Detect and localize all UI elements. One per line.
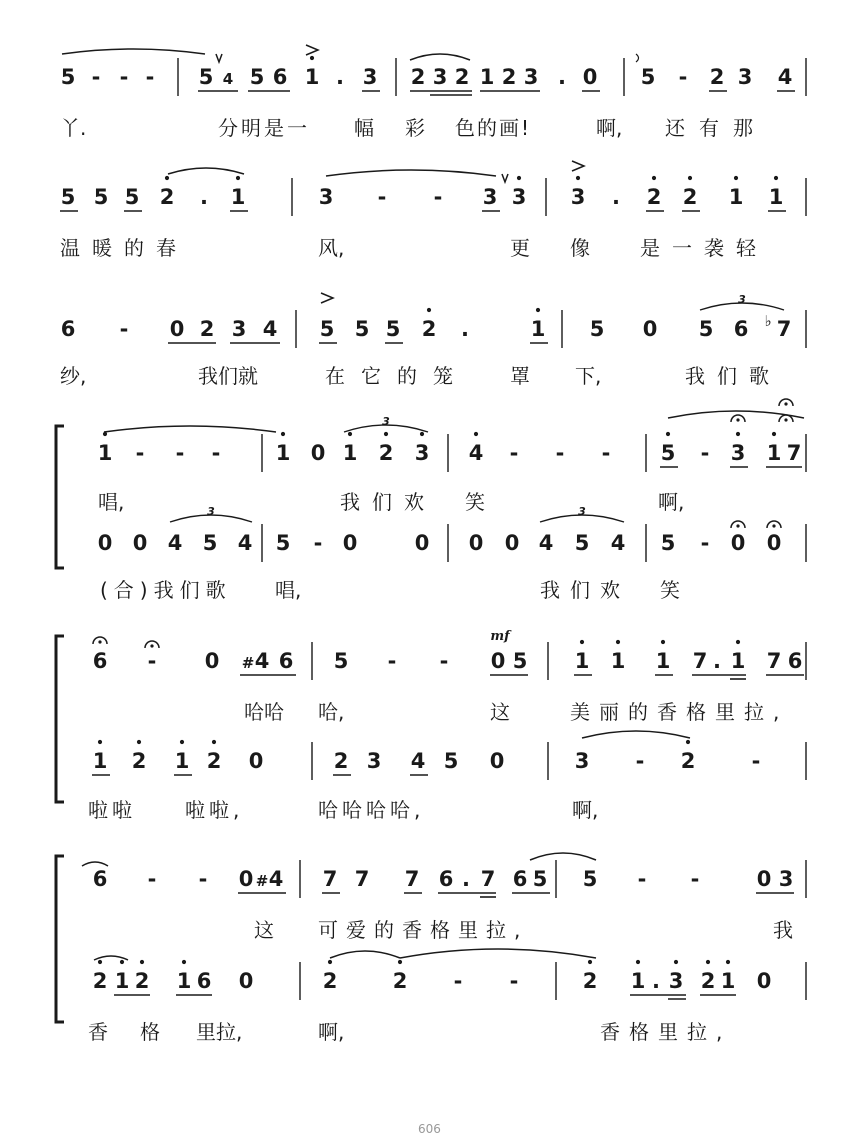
note-314: 0 [756,969,772,993]
note-132: - [555,441,565,465]
note-96: 2 [421,317,437,341]
note-260: 6 [438,867,454,891]
note-22: 2 [454,65,470,89]
note-77: 1 [768,185,784,209]
octave-dot-70 [652,176,656,180]
tuplet-number: 3 [207,505,215,518]
lyric-s3-5: 下, [575,364,602,388]
note-135: 5 [660,441,676,465]
octave-dot-278 [98,960,102,964]
lyric-s4-l3: 我们欢 [540,578,630,602]
note-123: 2 [378,441,394,465]
octave-dot-14 [310,56,314,60]
note-0: 5 [60,65,76,89]
lyric-s2-5: 是一袭轻 [640,236,768,260]
note-28: 3 [523,65,539,89]
octave-dot-62 [517,176,521,180]
note-272: - [690,867,700,891]
accent-92 [321,293,333,303]
note-68: . [612,185,620,209]
octave-dot-202 [580,640,584,644]
note-45: 5 [124,185,140,209]
note-178: 0 [766,531,782,555]
flat-accidental: ♭ [764,312,772,330]
note-146: 7 [786,441,802,465]
note-42: 5 [60,185,76,209]
lyric-s6-l4: 啊, [318,1020,345,1044]
lyric-s2-2: 风, [318,236,345,260]
note-7: 4 [222,70,234,88]
slur-248 [82,862,108,866]
note-198: 5 [512,649,528,673]
note-162: - [313,531,323,555]
note-186: - [147,649,157,673]
lyric-s1-4: 彩 [405,116,425,140]
note-233: 3 [366,749,382,773]
note-255: 7 [322,867,338,891]
tuplet-number: 3 [738,293,746,306]
octave-dot-223 [137,740,141,744]
octave-dot-280 [120,960,124,964]
octave-dot-306 [674,960,678,964]
note-201: 1 [574,649,590,673]
system-bracket-182 [56,636,64,802]
note-3: - [145,65,155,89]
note-69: 2 [646,185,662,209]
lyric-s3-4: 罩 [510,364,530,388]
note-311: 1 [720,969,736,993]
note-105: 5 [698,317,714,341]
octave-dot-212 [736,640,740,644]
lyric-s2-1: 温暖的春 [60,236,188,260]
octave-dot-301 [588,960,592,964]
note-31: 0 [582,65,598,89]
lyric-s1-6: 啊, [596,116,623,140]
note-262: 7 [480,867,496,891]
note-210: . [713,649,721,673]
note-90: 5 [319,317,335,341]
note-107: 7 [776,317,792,341]
fermata-dot-180 [772,524,775,527]
note-129: 4 [468,441,484,465]
note-247: 6 [92,867,108,891]
note-61: 3 [511,185,527,209]
note-113: - [135,441,145,465]
lyric-s6-l3: 里拉, [196,1020,243,1044]
note-133: - [601,441,611,465]
note-261: . [462,867,470,891]
fermata-dot-177 [736,524,739,527]
note-300: 2 [582,969,598,993]
lyric-s5-l3: 哈哈哈哈, [318,798,425,822]
octave-dot-119 [281,432,285,436]
octave-dot-303 [636,960,640,964]
note-34: 5 [640,65,656,89]
note-154: 0 [97,531,113,555]
lyric-s1-1: 丫. [60,116,87,140]
octave-dot-48 [165,176,169,180]
lyric-s3-2: 我们就 [198,364,258,388]
note-27: 2 [501,65,517,89]
lyric-s3-1: 纱, [60,364,87,388]
slur-116 [104,426,276,432]
lyric-s5-u2: 哈, [318,700,345,724]
octave-dot-130 [474,432,478,436]
note-281: 2 [134,969,150,993]
fermata-dot-185 [98,640,101,643]
note-227: 2 [206,749,222,773]
lyric-s6-u2: 可爱的香格里拉, [318,918,529,942]
slur-298 [400,949,596,958]
lyric-s4-u2: 我们欢 [340,490,436,514]
note-93: 5 [354,317,370,341]
note-195: - [387,649,397,673]
lyric-s4-u4: 啊, [658,490,685,514]
note-302: 1 [630,969,646,993]
note-304: . [652,969,660,993]
note-72: 2 [682,185,698,209]
octave-dot-100 [536,308,540,312]
breath-mark-8 [216,54,222,62]
lyric-s1-3: 幅 [354,116,374,140]
sharp-accidental: # [255,872,269,890]
note-251: 0 [238,867,254,891]
tuplet-number: 3 [578,505,586,518]
slur-244 [582,731,690,738]
system-bracket-110 [56,426,64,568]
lyric-s4-l2: 唱, [275,578,302,602]
note-209: 7 [692,649,708,673]
note-167: 0 [504,531,520,555]
note-55: 3 [318,185,334,209]
note-1: - [91,65,101,89]
note-206: 1 [655,649,671,673]
lyric-s4-l1: (合)我们歌 [100,578,232,602]
note-183: 6 [92,649,108,673]
note-211: 1 [730,649,746,673]
note-158: 4 [237,531,253,555]
tuplet-number: 3 [382,415,390,428]
note-266: 5 [532,867,548,891]
note-234: 4 [410,749,426,773]
slur-58 [326,170,496,176]
slur-295 [330,951,400,958]
note-241: 2 [680,749,696,773]
note-86: 3 [231,317,247,341]
note-279: 1 [114,969,130,993]
lyric-s5-u3: 这 [490,700,510,724]
note-155: 0 [132,531,148,555]
octave-dot-73 [688,176,692,180]
note-270: 5 [582,867,598,891]
note-81: 6 [60,317,76,341]
octave-dot-76 [734,176,738,180]
lyric-s4-l4: 笑 [660,578,680,602]
lyric-s5-l1: 啦啦 [88,798,136,822]
note-258: 7 [404,867,420,891]
note-144: 1 [766,441,782,465]
note-215: 7 [766,649,782,673]
octave-dot-124 [384,432,388,436]
note-36: 2 [709,65,725,89]
note-13: 1 [304,65,320,89]
note-84: 2 [199,317,215,341]
note-163: 0 [342,531,358,555]
octave-dot-207 [661,640,665,644]
octave-dot-136 [666,432,670,436]
accent-15 [306,45,318,55]
lyric-s2-4: 像 [570,236,590,260]
note-274: 3 [778,867,794,891]
system-bracket-246 [56,856,64,1022]
note-75: 1 [728,185,744,209]
octave-dot-51 [236,176,240,180]
octave-dot-286 [182,960,186,964]
note-17: 3 [362,65,378,89]
octave-dot-225 [180,740,184,744]
octave-dot-97 [427,308,431,312]
fermata-dot-142 [736,418,739,421]
note-10: 5 [249,65,265,89]
lyric-s1-2: 分明是一 [218,116,310,140]
octave-dot-66 [576,176,580,180]
note-190: 4 [254,649,270,673]
note-305: 3 [668,969,684,993]
note-297: - [509,969,519,993]
note-197: 0 [490,649,506,673]
note-175: 0 [730,531,746,555]
octave-dot-220 [98,740,102,744]
note-44: 5 [93,185,109,209]
lyric-s3-3: 在它的笼 [325,364,469,388]
note-115: - [211,441,221,465]
fermata-dot-148 [784,418,787,421]
note-239: 3 [574,749,590,773]
note-103: 5 [589,317,605,341]
note-139: 3 [730,441,746,465]
note-236: 5 [443,749,459,773]
note-138: - [700,441,710,465]
note-65: 3 [570,185,586,209]
note-111: 1 [97,441,113,465]
note-250: - [198,867,208,891]
note-166: 0 [468,531,484,555]
sharp-accidental: # [241,654,255,672]
octave-dot-145 [772,432,776,436]
note-229: 0 [248,749,264,773]
lyric-s6-l1: 香 [88,1020,108,1044]
lyric-s1-5: 色的画! [455,116,532,140]
note-161: 5 [275,531,291,555]
octave-dot-242 [686,740,690,744]
note-121: 1 [342,441,358,465]
note-106: 6 [733,317,749,341]
note-189: 0 [204,649,220,673]
note-39: 4 [777,65,793,89]
lyric-s4-u3: 笑 [465,490,485,514]
lyric-s5-u4: 美丽的香格里拉, [570,700,789,724]
lyric-s6-u3: 我 [773,918,793,942]
note-125: 3 [414,441,430,465]
note-87: 4 [262,317,278,341]
note-219: 1 [92,749,108,773]
lyric-s1-7: 还有那 [665,116,767,140]
note-157: 5 [202,531,218,555]
note-120: 0 [310,441,326,465]
note-204: 1 [610,649,626,673]
octave-dot-312 [726,960,730,964]
note-196: - [439,649,449,673]
note-156: 4 [167,531,183,555]
octave-dot-122 [348,432,352,436]
note-231: 2 [333,749,349,773]
note-47: 2 [159,185,175,209]
note-82: - [119,317,129,341]
note-50: 1 [230,185,246,209]
slur-268 [530,853,596,860]
note-114: - [175,441,185,465]
octave-dot-78 [774,176,778,180]
note-35: - [678,65,688,89]
note-243: - [751,749,761,773]
lyric-s3-6: 我们歌 [685,364,781,388]
breath-mark-63 [502,174,508,182]
note-59: 3 [482,185,498,209]
note-104: 0 [642,317,658,341]
octave-dot-310 [706,960,710,964]
slur-23 [410,54,470,60]
note-168: 4 [538,531,554,555]
note-118: 1 [275,441,291,465]
note-252: 4 [268,867,284,891]
note-296: - [453,969,463,993]
note-83: 0 [169,317,185,341]
note-94: 5 [385,317,401,341]
note-289: 0 [238,969,254,993]
note-285: 1 [176,969,192,993]
note-287: 6 [196,969,212,993]
note-249: - [147,867,157,891]
lyric-s2-3: 更 [510,236,530,260]
lyric-s6-u1: 这 [254,918,274,942]
octave-dot-282 [140,960,144,964]
lyric-s5-u1: 哈哈 [244,700,284,724]
note-309: 2 [700,969,716,993]
note-6: 5 [198,65,214,89]
note-240: - [635,749,645,773]
note-26: 1 [479,65,495,89]
lyric-s6-l2: 格 [140,1020,160,1044]
note-191: 6 [278,649,294,673]
note-20: 2 [410,65,426,89]
note-224: 1 [174,749,190,773]
octave-dot-228 [212,740,216,744]
note-273: 0 [756,867,772,891]
note-56: - [377,185,387,209]
slur-53 [168,168,244,174]
note-57: - [433,185,443,209]
note-21: 3 [432,65,448,89]
note-271: - [637,867,647,891]
fermata-dot-150 [784,402,787,405]
note-131: - [509,441,519,465]
note-16: . [336,65,344,89]
note-216: 6 [787,649,803,673]
octave-dot-126 [420,432,424,436]
note-30: . [558,65,566,89]
accent-67 [572,161,584,171]
slur-4 [62,49,205,54]
octave-dot-140 [736,432,740,436]
octave-dot-292 [328,960,332,964]
fermata-dot-188 [150,644,153,647]
note-222: 2 [131,749,147,773]
note-257: 7 [354,867,370,891]
note-11: 6 [272,65,288,89]
note-293: 2 [392,969,408,993]
note-173: 5 [660,531,676,555]
note-277: 2 [92,969,108,993]
slur-283 [94,956,128,960]
note-49: . [200,185,208,209]
note-291: 2 [322,969,338,993]
dynamic-marking: mf [490,629,510,644]
lyric-s6-l5: 香格里拉, [600,1020,732,1044]
page-number: 606 [418,1122,441,1136]
note-98: . [461,317,469,341]
note-170: 4 [610,531,626,555]
lyric-s5-l2: 啦啦, [185,798,244,822]
note-174: - [700,531,710,555]
note-99: 1 [530,317,546,341]
octave-dot-294 [398,960,402,964]
note-169: 5 [574,531,590,555]
note-2: - [119,65,129,89]
note-164: 0 [414,531,430,555]
note-38: 3 [737,65,753,89]
octave-dot-205 [616,640,620,644]
lyric-s4-u1: 唱, [98,490,125,514]
note-237: 0 [489,749,505,773]
lyric-s5-l4: 啊, [572,798,599,822]
note-194: 5 [333,649,349,673]
grace-marker [636,54,639,62]
note-265: 6 [512,867,528,891]
